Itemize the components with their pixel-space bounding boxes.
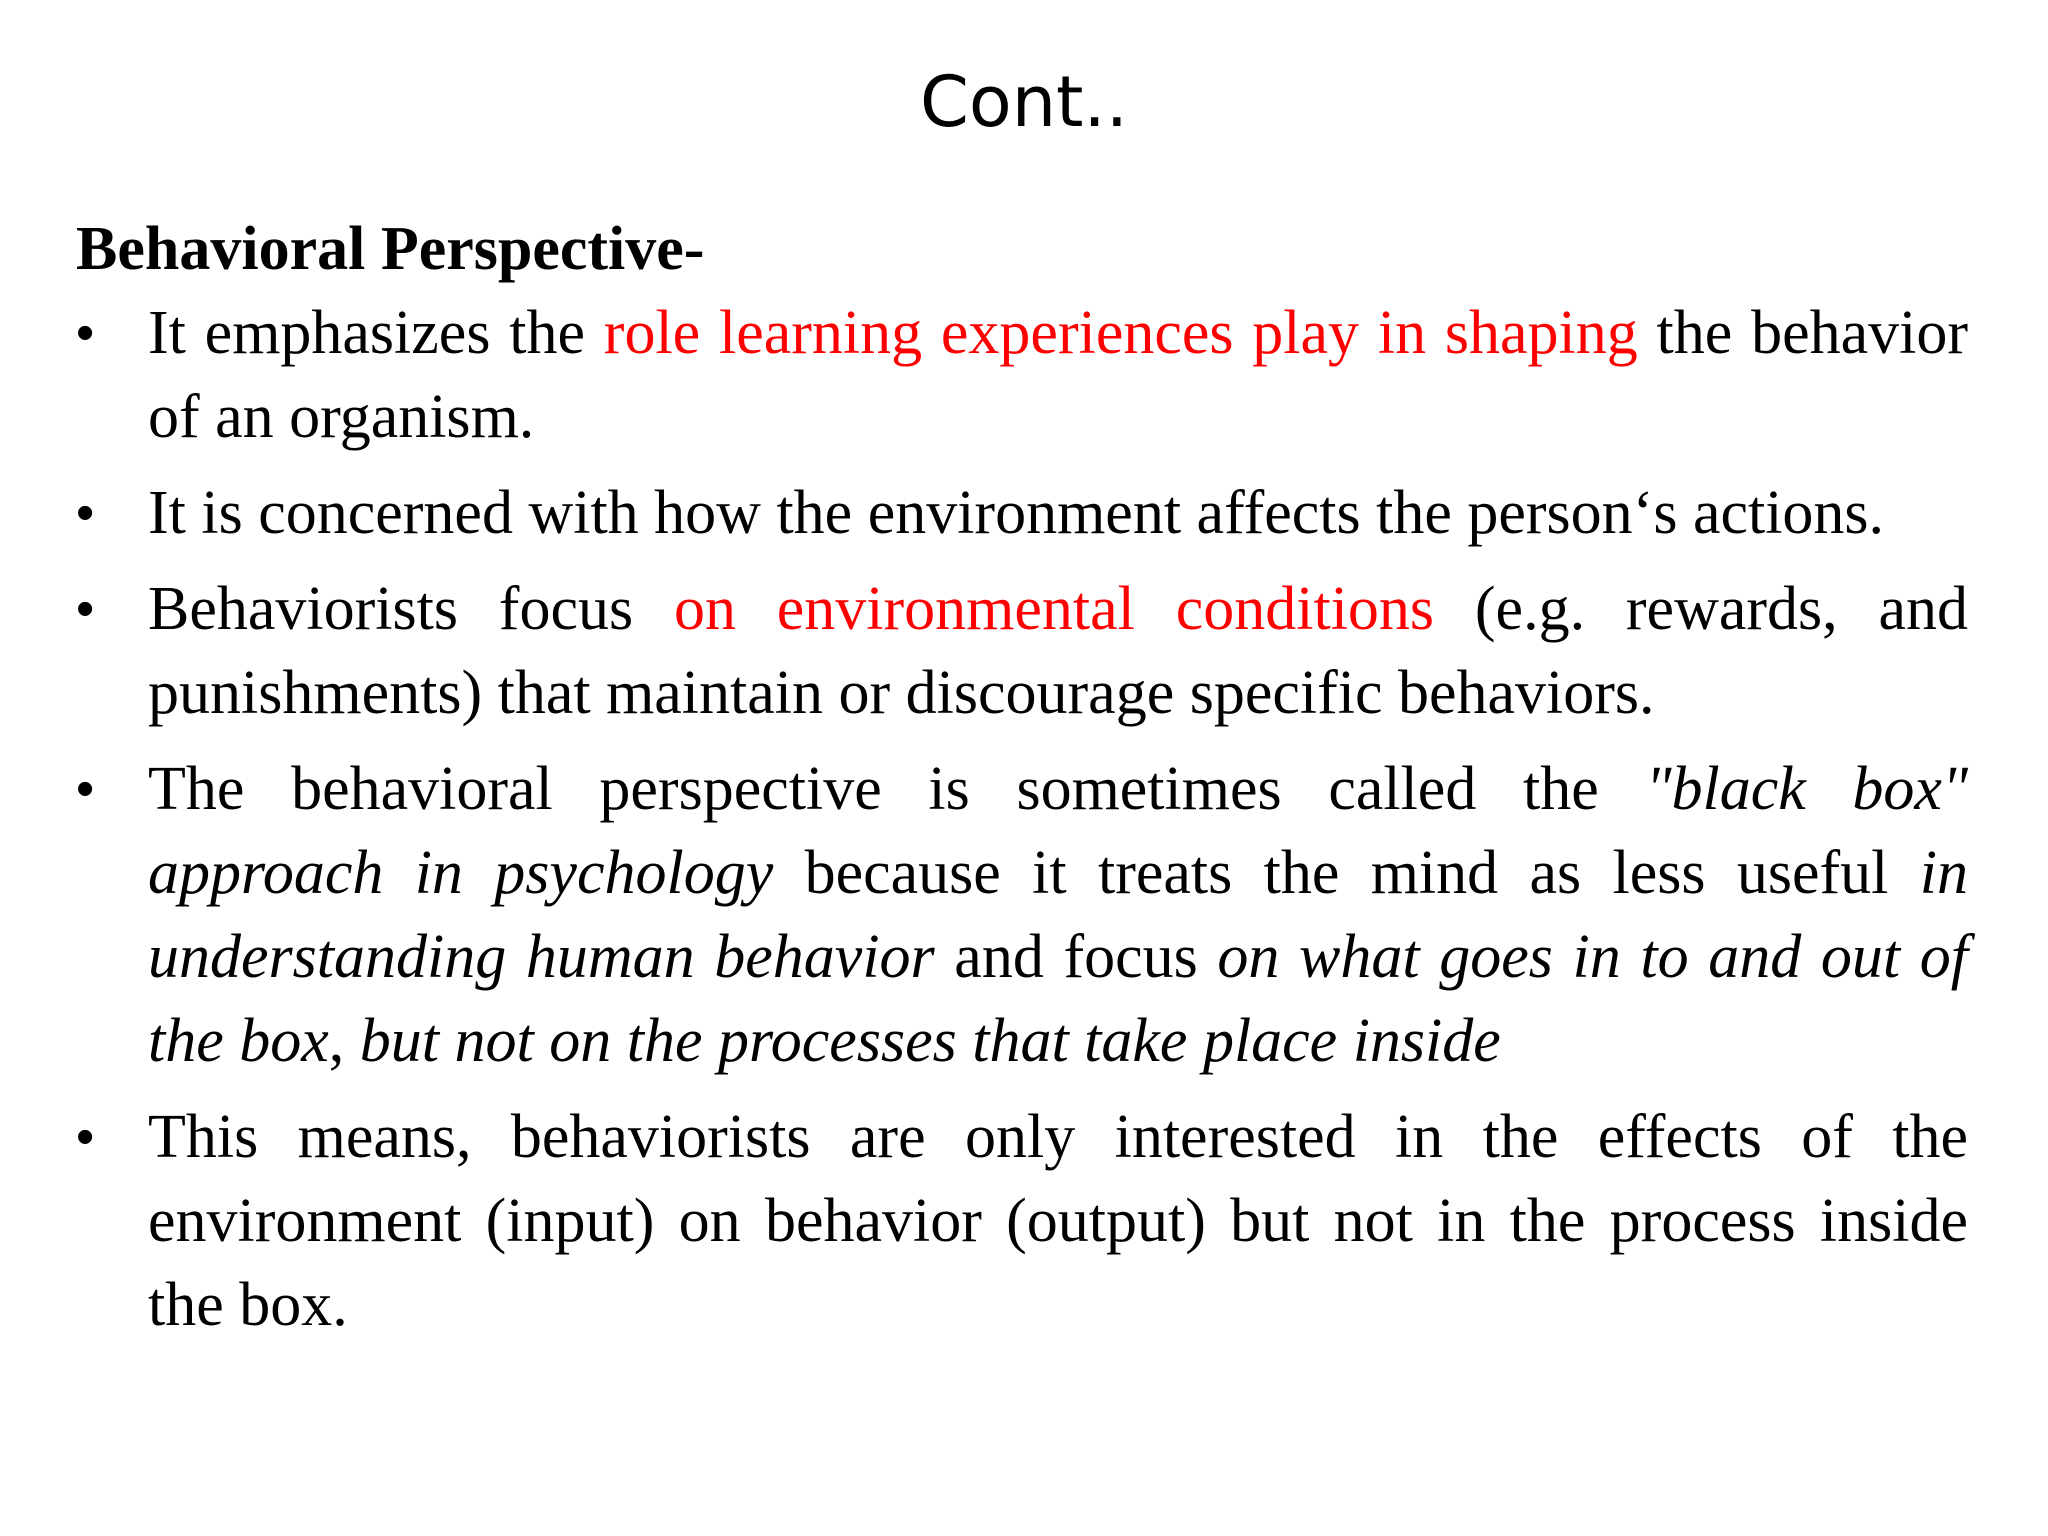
bullet-icon: • bbox=[76, 760, 95, 818]
slide-content bbox=[76, 207, 1976, 1359]
section-heading: Behavioral Perspective- bbox=[76, 215, 705, 283]
bullet-4-seg3: because it treats the mind as less useful bbox=[773, 839, 1920, 907]
bullet-item-5 bbox=[76, 1095, 1976, 1347]
bullet-4-seg6-italic: on what goes in to and out of the box bbox=[148, 923, 1969, 1075]
bullet-4-seg4-italic: in understanding human behavior bbox=[148, 839, 1969, 991]
bullet-item-3 bbox=[76, 567, 1976, 735]
bullet-2-text: It is concerned with how the environment affects the person‘s actions. bbox=[148, 479, 1885, 547]
slide-title: Cont.. bbox=[919, 61, 1129, 143]
bullet-icon: • bbox=[76, 580, 95, 638]
bullet-icon: • bbox=[76, 484, 95, 542]
bullet-item-2 bbox=[76, 471, 1976, 555]
bullet-list bbox=[76, 291, 1976, 1347]
bullet-4-seg5: and focus bbox=[934, 923, 1218, 991]
bullet-item-1 bbox=[76, 291, 1976, 459]
bullet-5-text: This means, behaviorists are only interested in the effects of the environment (input) on behavior (output) but not in the process inside the box. bbox=[148, 1103, 1968, 1339]
bullet-4-seg2-italic: "black box" approach in psychology bbox=[148, 755, 1968, 907]
bullet-3-highlight: on environmental conditions bbox=[673, 575, 1435, 643]
bullet-1-highlight: role learning experiences play in shaping bbox=[603, 299, 1638, 367]
bullet-1-text-end: the behavior of an organism. bbox=[148, 299, 1968, 451]
bullet-4-seg7: , bbox=[328, 1007, 360, 1075]
bullet-3-text-start: Behaviorists focus bbox=[148, 575, 674, 643]
bullet-1-text-start: It emphasizes the bbox=[148, 299, 604, 367]
bullet-icon: • bbox=[76, 304, 95, 362]
bullet-icon: • bbox=[76, 1108, 95, 1166]
bullet-4-seg8-italic: but not on the processes that take place inside bbox=[359, 1007, 1501, 1075]
bullet-4-seg1: The behavioral perspective is sometimes called the bbox=[148, 755, 1646, 823]
bullet-3-text-end: (e.g. rewards, and punishments) that maintain or discourage specific behaviors. bbox=[148, 575, 1968, 727]
bullet-item-4 bbox=[76, 747, 1976, 1083]
